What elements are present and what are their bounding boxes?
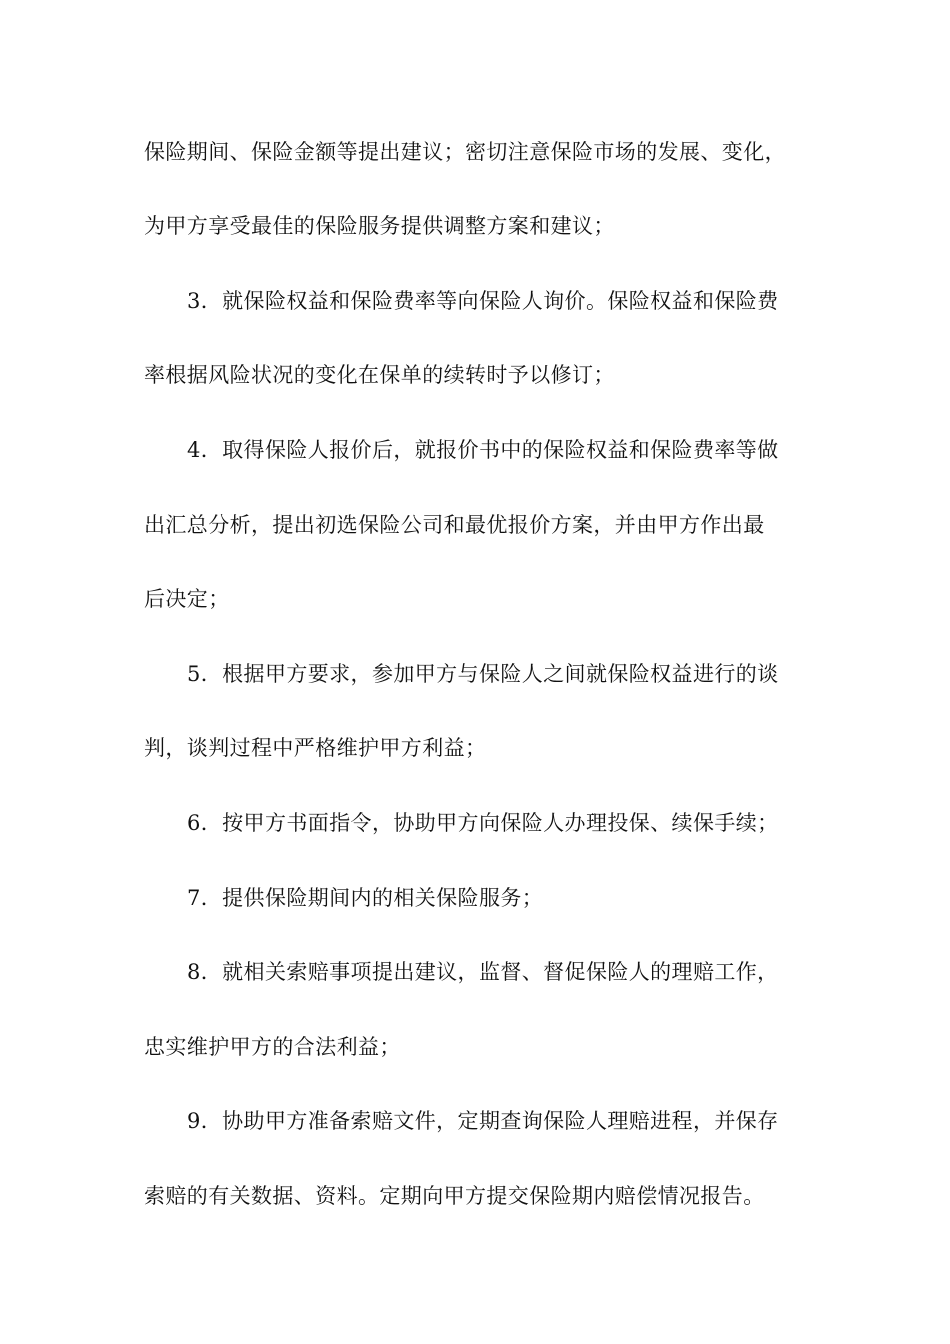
paragraph-line: 3．就保险权益和保险费率等向保险人询价。保险权益和保险费 bbox=[187, 289, 779, 313]
paragraph-line: 7．提供保险期间内的相关保险服务； bbox=[187, 886, 544, 910]
text-line: 忠实维护甲方的合法利益； bbox=[144, 1035, 401, 1059]
text-line: 率根据风险状况的变化在保单的续转时予以修订； bbox=[144, 363, 615, 387]
paragraph-line: 5．根据甲方要求，参加甲方与保险人之间就保险权益进行的谈 bbox=[187, 662, 779, 686]
text-line: 索赔的有关数据、资料。定期向甲方提交保险期内赔偿情况报告。 bbox=[144, 1184, 765, 1208]
paragraph-line: 9．协助甲方准备索赔文件，定期查询保险人理赔进程，并保存 bbox=[187, 1109, 779, 1133]
text-line: 判，谈判过程中严格维护甲方利益； bbox=[144, 736, 487, 760]
text-line: 出汇总分析，提出初选保险公司和最优报价方案，并由甲方作出最 bbox=[144, 513, 765, 537]
text-line: 保险期间、保险金额等提出建议；密切注意保险市场的发展、变化， bbox=[144, 140, 786, 164]
paragraph-line: 4．取得保险人报价后，就报价书中的保险权益和保险费率等做 bbox=[187, 438, 779, 462]
text-line: 为甲方享受最佳的保险服务提供调整方案和建议； bbox=[144, 214, 615, 238]
text-line: 后决定； bbox=[144, 587, 230, 611]
paragraph-line: 8．就相关索赔事项提出建议，监督、督促保险人的理赔工作， bbox=[187, 960, 779, 984]
paragraph-line: 6．按甲方书面指令，协助甲方向保险人办理投保、续保手续； bbox=[187, 811, 779, 835]
